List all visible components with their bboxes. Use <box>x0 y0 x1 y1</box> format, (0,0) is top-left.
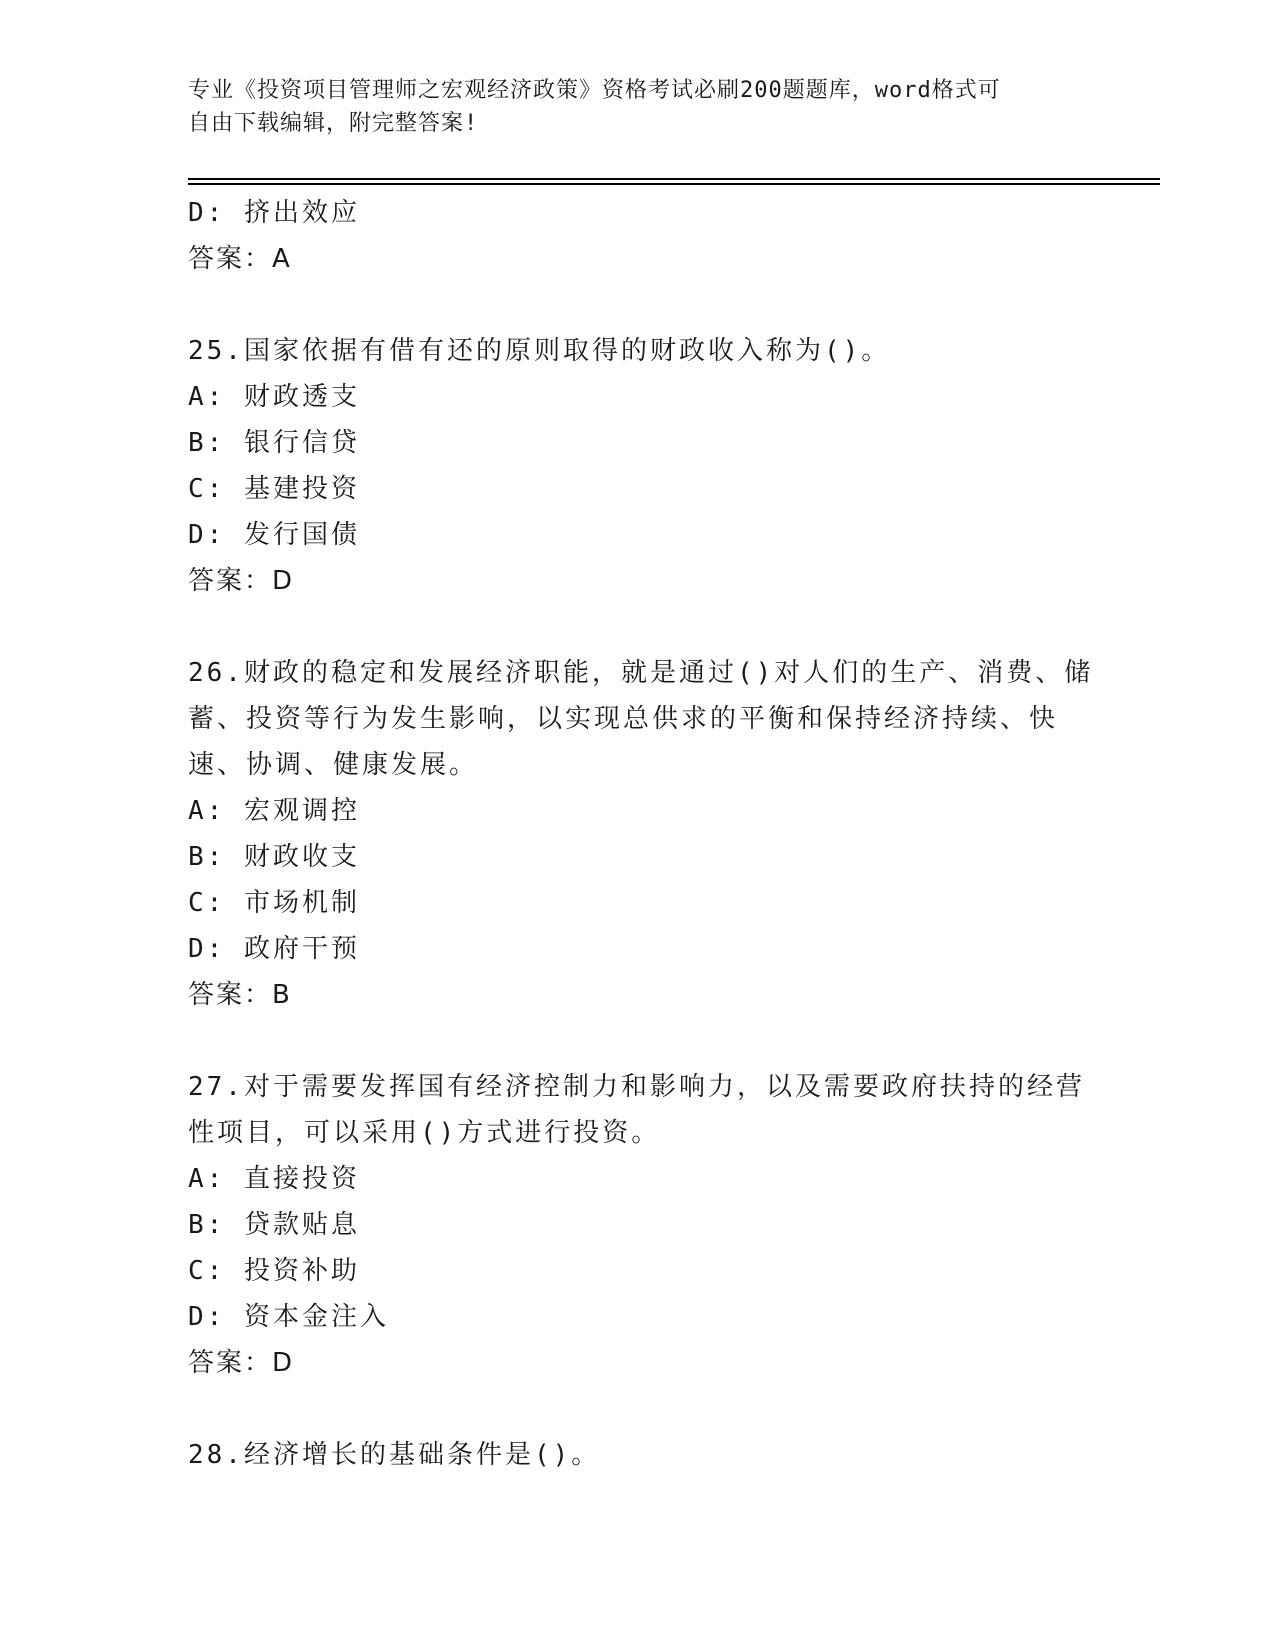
question-text-line: 速、协调、健康发展。 <box>188 750 479 780</box>
header-line-2: 自由下载编辑，附完整答案! <box>188 111 479 136</box>
option-b: B: 银行信贷 <box>188 428 360 458</box>
spacer <box>188 1018 1088 1064</box>
option-d: D: 发行国债 <box>188 520 360 550</box>
answer-line: 答案：D <box>188 566 295 596</box>
question-text <box>188 1432 1068 1478</box>
option-d: D: 挤出效应 <box>188 198 360 228</box>
spacer <box>188 1386 1088 1432</box>
question-27 <box>188 1064 1088 1386</box>
answer-line: 答案：D <box>188 1348 295 1378</box>
question-text <box>188 650 1094 788</box>
question-text-line: 28.经济增长的基础条件是()。 <box>188 1440 601 1470</box>
option-c: C: 投资补助 <box>188 1256 360 1286</box>
header-rule-top <box>188 178 1160 180</box>
option-b: B: 财政收支 <box>188 842 360 872</box>
option-a: A: 宏观调控 <box>188 796 360 826</box>
header-line-1: 专业《投资项目管理师之宏观经济政策》资格考试必刷200题题库，word格式可 <box>188 78 1001 103</box>
option-c: C: 基建投资 <box>188 474 360 504</box>
previous-question-tail <box>188 190 1088 282</box>
question-26 <box>188 650 1094 1018</box>
question-text-line: 25.国家依据有借有还的原则取得的财政收入称为()。 <box>188 336 891 366</box>
spacer <box>188 604 1088 650</box>
document-header <box>188 74 1088 140</box>
question-text-line: 性项目，可以采用()方式进行投资。 <box>188 1118 661 1148</box>
spacer <box>188 282 1088 328</box>
question-25 <box>188 328 1088 604</box>
option-a: A: 直接投资 <box>188 1164 360 1194</box>
question-text-line: 蓄、投资等行为发生影响，以实现总供求的平衡和保持经济持续、快 <box>188 704 1059 734</box>
option-b: B: 贷款贴息 <box>188 1210 360 1240</box>
question-text <box>188 328 1068 374</box>
question-text-line: 26.财政的稳定和发展经济职能，就是通过()对人们的生产、消费、储 <box>188 658 1094 688</box>
answer-line: 答案：B <box>188 980 292 1010</box>
option-a: A: 财政透支 <box>188 382 360 412</box>
header-rule-bottom <box>188 183 1160 185</box>
option-d: D: 政府干预 <box>188 934 360 964</box>
option-c: C: 市场机制 <box>188 888 360 918</box>
question-list <box>188 190 1094 1478</box>
answer-line: 答案：A <box>188 244 292 274</box>
question-text <box>188 1064 1085 1156</box>
question-28 <box>188 1432 1088 1478</box>
option-d: D: 资本金注入 <box>188 1302 389 1332</box>
question-text-line: 27.对于需要发挥国有经济控制力和影响力，以及需要政府扶持的经营 <box>188 1072 1085 1102</box>
